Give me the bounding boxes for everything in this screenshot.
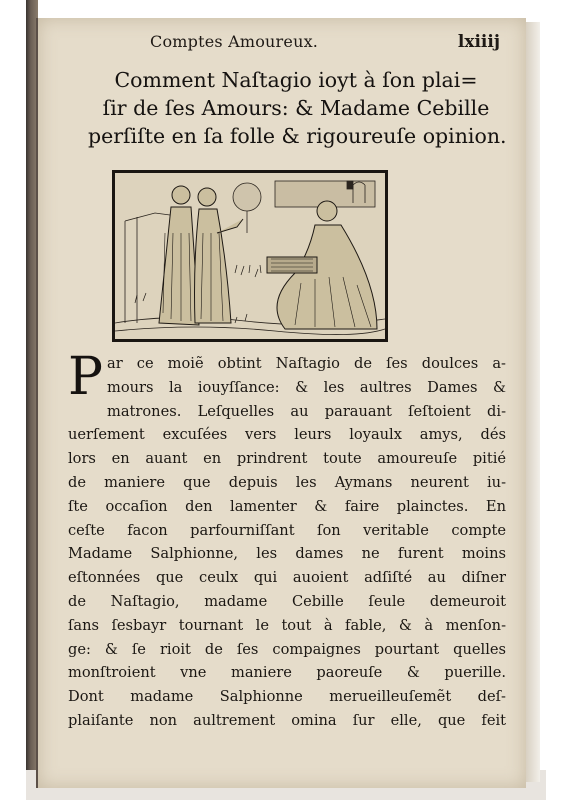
text-line: ge: & ſe rioit de ſes compaignes pourtant quelles [68, 640, 506, 658]
folio-number: lxiiij [457, 32, 500, 52]
running-head [150, 32, 500, 56]
drop-cap-initial: P [68, 347, 103, 407]
text-line: monſtroient vne maniere paoreuſe & puerille. [68, 664, 506, 682]
text-line: ceſte facon parfourniſſant ſon veritable compte [68, 521, 506, 539]
text-line: Dont madame Salphionne merueilleuſemẽt deſ- [68, 688, 506, 706]
body-text [68, 347, 506, 733]
heading-line: Comment Naſtagio ioyt à ſon plai= [114, 68, 478, 92]
text-line: mours la iouyſſance: & les aultres Dames & [107, 378, 506, 396]
text-line: matrones. Leſquelles au parauant ſeſtoient di- [107, 402, 506, 420]
text-line: plaiſante non aultrement omina ſur elle, que feit [68, 711, 506, 729]
text-line: de Naſtagio, madame Cebille ſeule demeuroit [68, 592, 506, 610]
text-line: ſte occaſion den lamenter & faire plainctes. En [68, 497, 506, 515]
text-line: Madame Salphionne, les dames ne furent moins [68, 545, 506, 563]
woodcut-illustration [112, 170, 388, 342]
text-line: de maniere que depuis les Aymans neurent iu- [68, 473, 506, 491]
text-line: eſtonnées que ceulx qui auoient adſiſté au diſner [68, 569, 506, 587]
text-line: lors en auant en prindrent toute amoureuſe pitié [68, 450, 506, 468]
running-head-title: Comptes Amoureux. [150, 32, 319, 51]
chapter-heading [88, 66, 507, 150]
heading-line: perſiſte en ſa folle & rigoureuſe opinion. [88, 124, 507, 148]
text-line: ſans ſesbayr tournant le tout à fable, & à menſon- [68, 616, 506, 634]
book-page [36, 18, 526, 788]
woodcut-image [115, 173, 385, 339]
text-line: ar ce moiẽ obtint Naſtagio de ſes doulces a- [107, 355, 506, 372]
text-line: uerſement excuſées vers leurs loyaulx amys, dés [68, 426, 506, 444]
heading-line: ſir de ſes Amours: & Madame Cebille [102, 96, 490, 120]
